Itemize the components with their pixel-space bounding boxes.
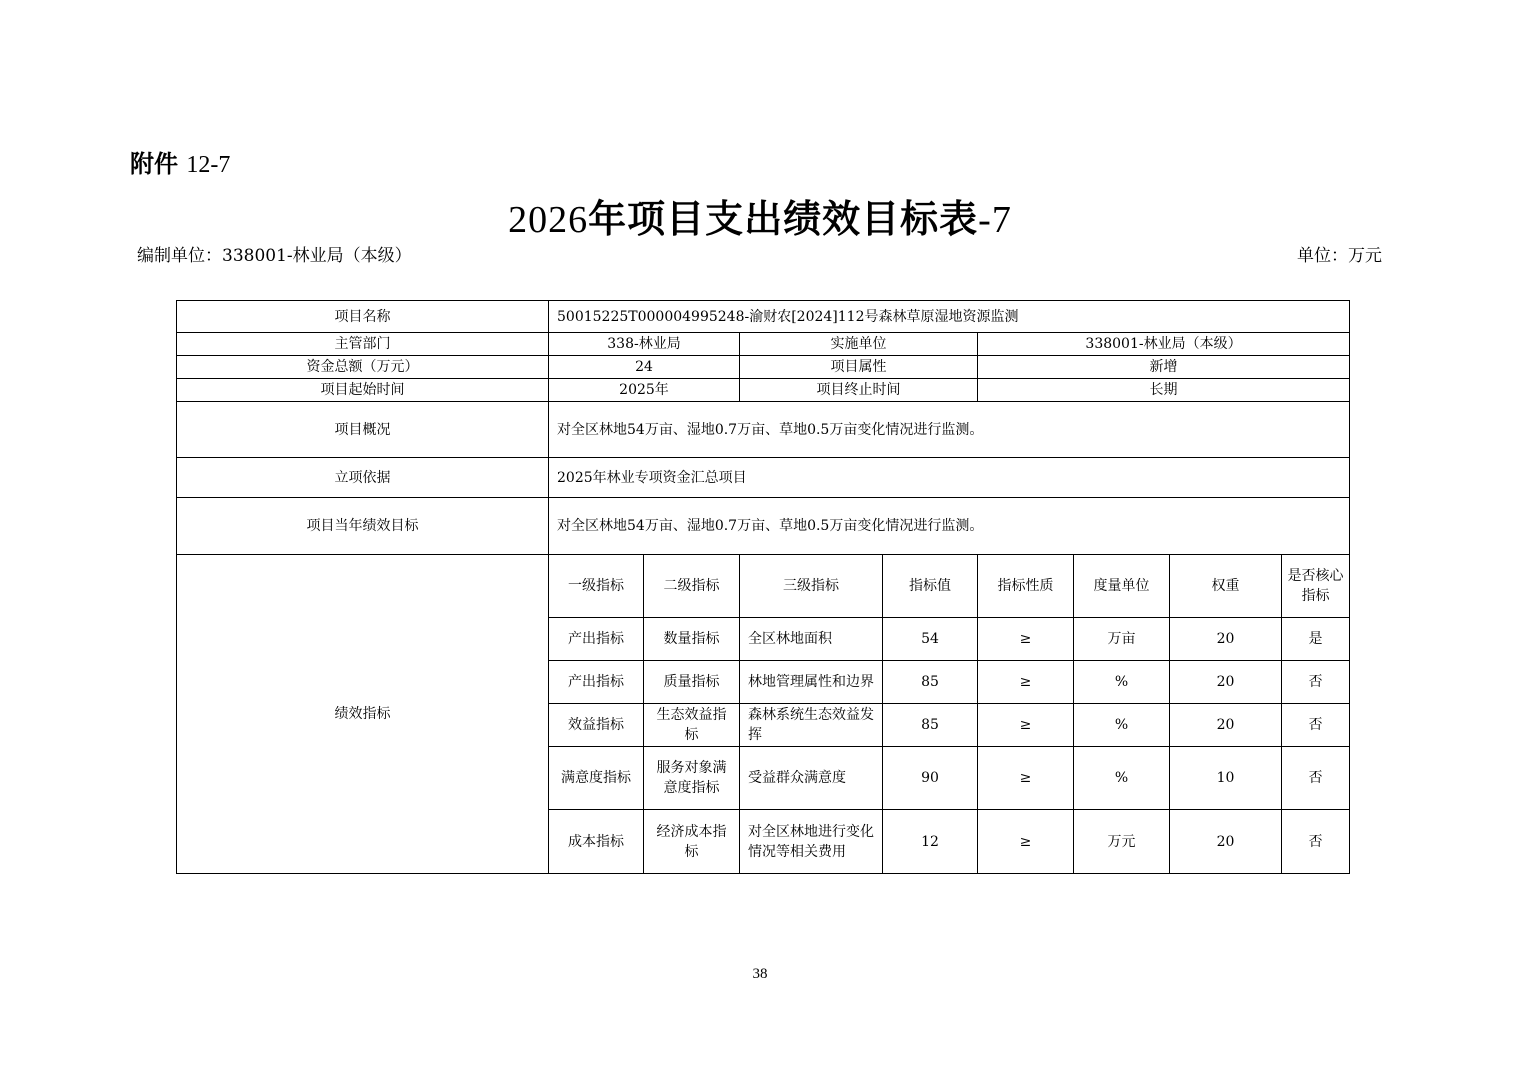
cell-value: 85 — [883, 661, 978, 704]
project-name-label: 项目名称 — [177, 301, 549, 333]
page-title — [0, 188, 1520, 243]
header-value: 指标值 — [883, 555, 978, 618]
cell-value: 54 — [883, 618, 978, 661]
currency-unit: 单位：万元 — [1297, 246, 1382, 266]
dept-value: 338-林业局 — [549, 333, 740, 356]
header-level2: 二级指标 — [644, 555, 740, 618]
cell-nature: ≥ — [978, 747, 1074, 810]
cell-level2: 经济成本指标 — [644, 810, 740, 874]
cell-weight: 10 — [1170, 747, 1282, 810]
cell-nature: ≥ — [978, 661, 1074, 704]
cell-level2: 数量指标 — [644, 618, 740, 661]
cell-weight: 20 — [1170, 810, 1282, 874]
annex-number: 12-7 — [186, 152, 231, 178]
impl-label: 实施单位 — [740, 333, 978, 356]
compiler-unit: 编制单位：338001-林业局（本级） — [137, 246, 412, 266]
cell-nature: ≥ — [978, 810, 1074, 874]
indicators-section-label: 绩效指标 — [177, 555, 549, 874]
cell-level3: 林地管理属性和边界 — [740, 661, 883, 704]
performance-table — [176, 300, 1350, 874]
cell-level3: 受益群众满意度 — [740, 747, 883, 810]
cell-nature: ≥ — [978, 618, 1074, 661]
cell-unit: % — [1074, 704, 1170, 747]
end-value: 长期 — [978, 379, 1350, 402]
fund-label: 资金总额（万元） — [177, 356, 549, 379]
impl-value: 338001-林业局（本级） — [978, 333, 1350, 356]
cell-weight: 20 — [1170, 661, 1282, 704]
goal-label: 项目当年绩效目标 — [177, 498, 549, 555]
overview-label: 项目概况 — [177, 402, 549, 458]
cell-unit: 万元 — [1074, 810, 1170, 874]
cell-core: 否 — [1282, 704, 1350, 747]
attr-value: 新增 — [978, 356, 1350, 379]
attr-label: 项目属性 — [740, 356, 978, 379]
cell-value: 12 — [883, 810, 978, 874]
cell-level3: 全区林地面积 — [740, 618, 883, 661]
row-goal — [177, 498, 1350, 555]
cell-level2: 质量指标 — [644, 661, 740, 704]
basis-label: 立项依据 — [177, 458, 549, 498]
cell-level3: 森林系统生态效益发挥 — [740, 704, 883, 747]
header-core: 是否核心指标 — [1282, 555, 1350, 618]
cell-level1: 产出指标 — [549, 618, 644, 661]
cell-level2: 服务对象满意度指标 — [644, 747, 740, 810]
header-level1: 一级指标 — [549, 555, 644, 618]
cell-level1: 满意度指标 — [549, 747, 644, 810]
cell-core: 是 — [1282, 618, 1350, 661]
cell-value: 85 — [883, 704, 978, 747]
cell-unit: % — [1074, 661, 1170, 704]
fund-value: 24 — [549, 356, 740, 379]
cell-core: 否 — [1282, 810, 1350, 874]
cell-unit: 万亩 — [1074, 618, 1170, 661]
cell-unit: % — [1074, 747, 1170, 810]
title-suffix: -7 — [978, 199, 1012, 241]
row-project-name — [177, 301, 1350, 333]
row-overview — [177, 402, 1350, 458]
cell-core: 否 — [1282, 747, 1350, 810]
cell-core: 否 — [1282, 661, 1350, 704]
header-unit: 度量单位 — [1074, 555, 1170, 618]
start-label: 项目起始时间 — [177, 379, 549, 402]
row-basis — [177, 458, 1350, 498]
cell-level1: 产出指标 — [549, 661, 644, 704]
project-name-value: 50015225T000004995248-渝财农[2024]112号森林草原湿地资源监测 — [549, 301, 1350, 333]
cell-level1: 成本指标 — [549, 810, 644, 874]
cell-nature: ≥ — [978, 704, 1074, 747]
title-year: 2026 — [508, 199, 589, 241]
cell-level2: 生态效益指标 — [644, 704, 740, 747]
dept-label: 主管部门 — [177, 333, 549, 356]
header-level3: 三级指标 — [740, 555, 883, 618]
cell-level1: 效益指标 — [549, 704, 644, 747]
header-weight: 权重 — [1170, 555, 1282, 618]
cell-level3: 对全区林地进行变化情况等相关费用 — [740, 810, 883, 874]
start-value: 2025年 — [549, 379, 740, 402]
annex-text: 附件 — [130, 149, 178, 178]
row-department — [177, 333, 1350, 356]
overview-value: 对全区林地54万亩、湿地0.7万亩、草地0.5万亩变化情况进行监测。 — [549, 402, 1350, 458]
page-number: 38 — [752, 966, 768, 982]
row-period — [177, 379, 1350, 402]
basis-value: 2025年林业专项资金汇总项目 — [549, 458, 1350, 498]
title-text: 年项目支出绩效目标表 — [588, 196, 979, 241]
cell-weight: 20 — [1170, 704, 1282, 747]
header-nature: 指标性质 — [978, 555, 1074, 618]
row-fund — [177, 356, 1350, 379]
end-label: 项目终止时间 — [740, 379, 978, 402]
annex-label — [130, 144, 230, 179]
cell-weight: 20 — [1170, 618, 1282, 661]
cell-value: 90 — [883, 747, 978, 810]
goal-value: 对全区林地54万亩、湿地0.7万亩、草地0.5万亩变化情况进行监测。 — [549, 498, 1350, 555]
row-indicator-header — [177, 555, 1350, 618]
